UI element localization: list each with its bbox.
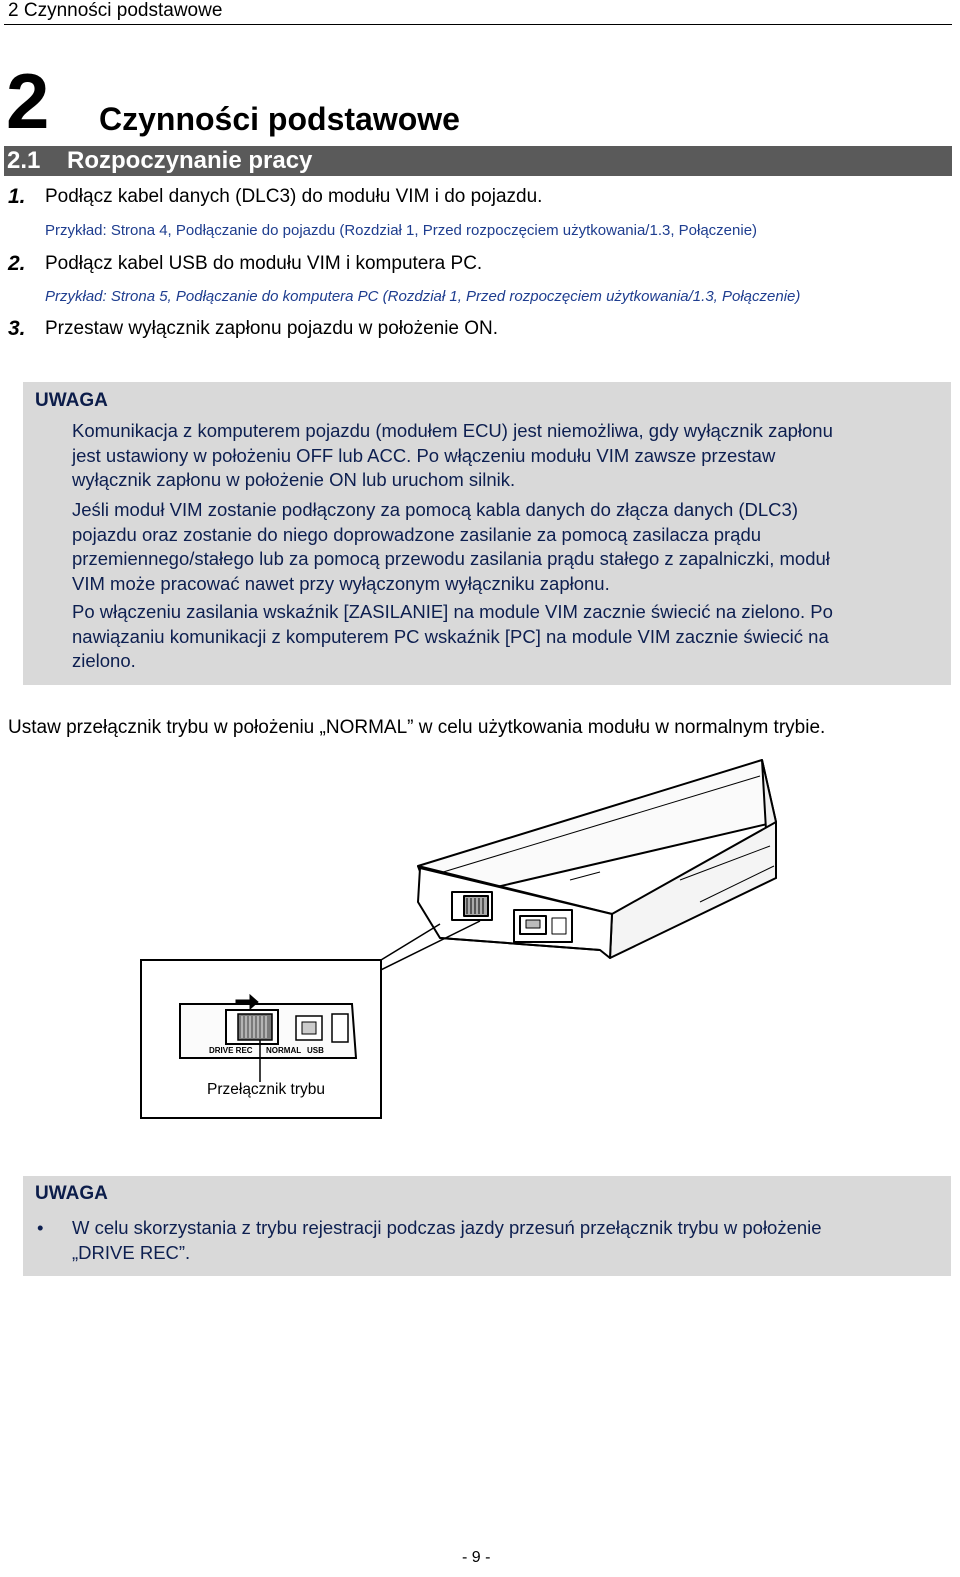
step-1-example: Przykład: Strona 4, Podłączanie do pojazdu (Rozdział 1, Przed rozpoczęciem użytkowania/1.3, Połączenie) [45,222,758,239]
note-line: Po włączeniu zasilania wskaźnik [ZASILANIE] na module VIM zacznie świecić na zielono. Po [72,601,833,622]
vim-device-illustration [316,760,776,1002]
section-title: Rozpoczynanie pracy [67,147,313,174]
step-2-example: Przykład: Strona 5, Podłączanie do komputera PC (Rozdział 1, Przed rozpoczęciem użytkowania/1.3, Połączenie) [45,288,801,305]
note-line: VIM może pracować nawet przy wyłączonym wyłączniku zapłonu. [72,572,610,594]
note-line: „DRIVE REC”. [72,1241,191,1263]
step-1-text: Podłącz kabel danych (DLC3) do modułu VIM i do pojazdu. [45,186,543,207]
page-number: - 9 - [462,1549,491,1566]
note-box-2 [23,1176,951,1276]
note-line: Jeśli moduł VIM zostanie podłączony za pomocą kabla danych do złącza danych (DLC3) [72,499,798,520]
note-line: jest ustawiony w położeniu OFF lub ACC. Po włączeniu modułu VIM zawsze przestaw [72,444,776,466]
section-number: 2.1 [7,147,41,174]
label-drive-rec: DRIVE REC [209,1046,253,1055]
note-line: wyłącznik zapłonu w położenie ON lub uruchom silnik. [72,469,516,490]
note-line: W celu skorzystania z trybu rejestracji podczas jazdy przesuń przełącznik trybu w położenie [72,1217,822,1238]
note-line: pojazdu oraz zostanie do niego doprowadzone zasilanie za pomocą zasilacza prądu [72,523,762,545]
step-3-number: 3. [8,317,26,340]
chapter-number: 2 [6,57,50,145]
note-title: UWAGA [35,1183,108,1204]
running-header: 2 Czynności podstawowe [8,0,223,21]
step-3-text: Przestaw wyłącznik zapłonu pojazdu w położenie ON. [45,318,499,339]
step-1-number: 1. [8,185,26,208]
chapter-title: Czynności podstawowe [99,101,460,137]
note-paragraph [72,1216,822,1265]
label-normal: NORMAL [266,1046,302,1055]
bullet-icon: • [37,1217,44,1238]
callout-label: Przełącznik trybu [207,1081,326,1098]
note-line: zielono. [72,650,136,671]
step-2-number: 2. [8,252,26,275]
note-title: UWAGA [35,390,108,411]
note-line: Komunikacja z komputerem pojazdu (modułem ECU) jest niemożliwa, gdy wyłącznik zapłonu [72,420,833,441]
mode-instruction: Ustaw przełącznik trybu w położeniu „NORMAL” w celu użytkowania modułu w normalnym trybie. [8,717,826,738]
note-line: nawiązaniu komunikacji z komputerem PC wskaźnik [PC] na module VIM zacznie świecić na [72,625,829,647]
step-2-text: Podłącz kabel USB do modułu VIM i komputera PC. [45,253,483,274]
note-line: przemiennego/stałego lub za pomocą przewodu zasilania prądu stałego z zapalniczki, moduł [72,548,830,569]
label-usb: USB [307,1046,324,1055]
